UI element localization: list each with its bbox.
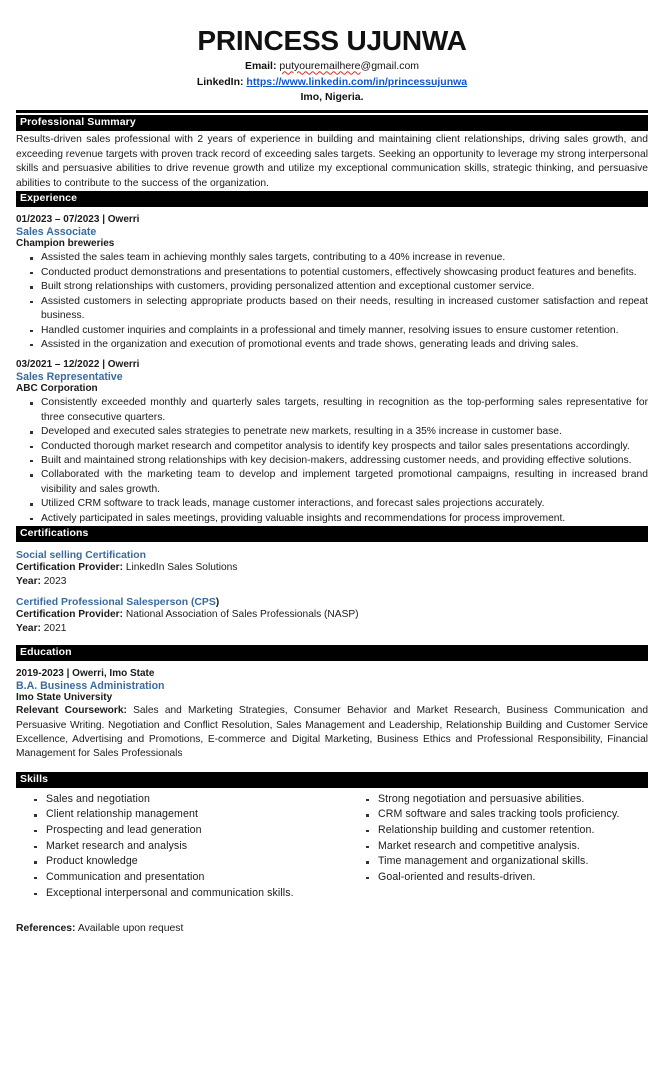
certification-entry: [16, 597, 648, 636]
section-header-professional-summary: Professional Summary: [16, 115, 648, 131]
certification-year-label: Year:: [16, 623, 41, 635]
job-bullet: Built strong relationships with customers, providing personalized attention and exceptional customer service.: [16, 280, 648, 294]
job-dates-location: 01/2023 – 07/2023 | Owerri: [16, 214, 140, 226]
location-line: Imo, Nigeria.: [300, 90, 364, 103]
job-bullet: Consistently exceeded monthly and quarterly sales targets, resulting in recognition as the top-performing sales representative for three consecutive quarters.: [16, 396, 648, 425]
linkedin-line: [16, 75, 648, 90]
header-divider: [16, 110, 648, 113]
job-bullet: Assisted customers in selecting appropriate products based on their needs, resulting in increased customer satisfaction and repeat business.: [16, 295, 648, 324]
professional-summary-text: Results-driven sales professional with 2 years of experience in building and maintaining client relationships, driving sales growth, and exceeding revenue targets with proven track record of exceeding sales targets. Seeking an opportunity to leverage my strong interpersonal skills and persuasive abilities to drive revenue growth and utilize my exceptional communication skills, strategic thinking, and persuasive abilities to contribute to the success of the organization.: [16, 134, 648, 189]
skill-item: Communication and presentation: [16, 870, 324, 886]
certification-provider-label: Certification Provider:: [16, 561, 123, 573]
section-header-certifications: Certifications: [16, 526, 648, 542]
email-domain: @gmail.com: [360, 60, 420, 73]
certification-name: [16, 550, 648, 561]
certification-year-label: Year:: [16, 576, 41, 588]
references-value: Available upon request: [77, 923, 184, 935]
candidate-name: PRINCESS UJUNWA: [197, 25, 467, 56]
job-bullet: Developed and executed sales strategies to penetrate new markets, resulting in a 35% increase in customer base.: [16, 425, 648, 439]
email-line: [16, 59, 648, 74]
email-label: Email:: [244, 60, 277, 73]
certification-name: [16, 597, 648, 608]
certification-provider-value: LinkedIn Sales Solutions: [125, 561, 238, 573]
skills-column-left: [16, 792, 332, 902]
experience-entry: [16, 214, 648, 352]
certification-year-value: 2023: [43, 576, 67, 588]
skills-column-right: [332, 792, 648, 902]
job-bullet: Assisted in the organization and execution of promotional events and trade shows, generating leads and driving sales.: [16, 338, 648, 352]
job-bullet: Built and maintained strong relationships with key decision-makers, addressing customer needs, and providing effective solutions.: [16, 454, 648, 468]
job-company: ABC Corporation: [16, 383, 98, 395]
job-bullet: Conducted product demonstrations and presentations to potential customers, effectively showcasing product features and benefits.: [16, 266, 648, 280]
skill-item: Sales and negotiation: [16, 792, 324, 808]
job-company: Champion breweries: [16, 238, 115, 250]
certification-name-tail: ): [215, 597, 220, 609]
skill-item: Relationship building and customer retention.: [348, 823, 648, 839]
job-bullet: Conducted thorough market research and competitor analysis to identify key prospects and tailor sales presentations accordingly.: [16, 440, 648, 454]
job-title: Sales Associate: [16, 226, 97, 239]
job-bullet: Utilized CRM software to track leads, manage customer interactions, and forecast sales projections accurately.: [16, 497, 648, 511]
skill-item: Exceptional interpersonal and communication skills.: [16, 886, 324, 902]
certification-provider-row: [16, 561, 648, 575]
job-bullet: Assisted the sales team in achieving monthly sales targets, contributing to a 40% increase in revenue.: [16, 251, 648, 265]
certification-year-row: [16, 622, 648, 636]
skill-item: Goal-oriented and results-driven.: [348, 870, 648, 886]
email-value: [279, 60, 419, 72]
skills-columns: [16, 792, 648, 902]
certification-year-value: 2021: [43, 623, 67, 635]
certification-name-text: Certified Professional Salesperson (CPS: [16, 597, 216, 609]
certification-provider-row: [16, 608, 648, 622]
resume-page: [0, 26, 664, 1079]
section-header-experience: Experience: [16, 191, 648, 207]
job-dates-location: 03/2021 – 12/2022 | Owerri: [16, 359, 140, 371]
certification-year-row: [16, 575, 648, 589]
job-bullet: Actively participated in sales meetings, providing valuable insights and recommendations for process improvement.: [16, 512, 648, 526]
skill-item: Client relationship management: [16, 807, 324, 823]
skill-item: Market research and analysis: [16, 839, 324, 855]
skill-item: CRM software and sales tracking tools proficiency.: [348, 807, 648, 823]
skill-item: Market research and competitive analysis.: [348, 839, 648, 855]
job-bullet: Collaborated with the marketing team to develop and implement targeted promotional campaigns, resulting in increased brand visibility and sales growth.: [16, 468, 648, 497]
experience-entry: [16, 359, 648, 526]
skill-item: Prospecting and lead generation: [16, 823, 324, 839]
job-bullet-list: [16, 251, 648, 352]
section-header-education: Education: [16, 645, 648, 661]
job-bullet-list: [16, 396, 648, 526]
linkedin-label: LinkedIn:: [196, 75, 244, 88]
coursework-label: Relevant Coursework:: [16, 705, 127, 717]
skill-item: Strong negotiation and persuasive abilities.: [348, 792, 648, 808]
certification-provider-label: Certification Provider:: [16, 609, 123, 621]
education-coursework: [16, 704, 648, 761]
certification-provider-value: National Association of Sales Professionals (NASP): [125, 609, 359, 621]
references-line: [16, 923, 648, 934]
education-degree: B.A. Business Administration: [16, 680, 165, 693]
linkedin-url-link[interactable]: https://www.linkedin.com/in/princessujunwa: [246, 75, 468, 88]
section-header-skills: Skills: [16, 772, 648, 788]
skill-item: Product knowledge: [16, 854, 324, 870]
skill-item: Time management and organizational skills.: [348, 854, 648, 870]
certification-name-text: Social selling Certification: [16, 549, 146, 561]
education-dates-location: 2019-2023 | Owerri, Imo State: [16, 668, 155, 680]
email-user-misspelled: putyouremailhere: [279, 60, 361, 73]
job-bullet: Handled customer inquiries and complaints in a professional and timely manner, resolving issues to ensure customer retention.: [16, 324, 648, 338]
references-label: References:: [16, 923, 76, 935]
skills-list-right: [348, 792, 648, 886]
skills-list-left: [16, 792, 324, 902]
education-school: Imo State University: [16, 692, 113, 704]
job-title: Sales Representative: [16, 371, 123, 384]
coursework-value: Sales and Marketing Strategies, Consumer Behavior and Market Research, Business Communication and Persuasive Writing. Negotiation and Conflict Resolution, Sales Management and Leadership, Relationship Building and Customer Service Excellence, Advertising and Promotions, E-commerce and Digital Marketing, Business Ethics and Professional Responsibility, Financial Management for Sales Professionals: [16, 705, 648, 760]
certification-entry: [16, 550, 648, 589]
